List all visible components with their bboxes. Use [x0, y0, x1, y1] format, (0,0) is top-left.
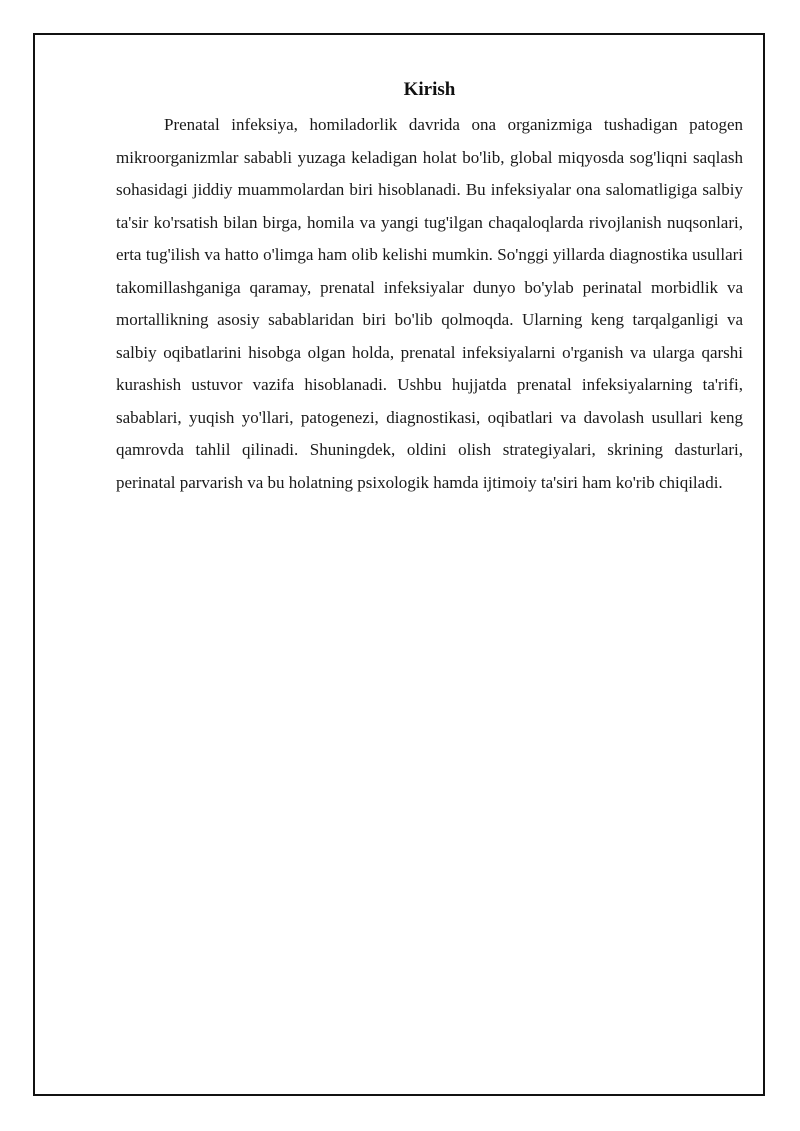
page-border: [33, 33, 765, 1096]
page-content: [116, 79, 743, 499]
intro-paragraph: Prenatal infeksiya, homiladorlik davrida ona organizmiga tushadigan patogen mikroorganizmlar sababli yuzaga keladigan holat bo'lib, global miqyosda sog'liqni saqlash sohasidagi jiddiy muammolardan biri hisoblanadi. Bu infeksiyalar ona salomatligiga salbiy ta'sir ko'rsatish bilan birga, homila va yangi tug'ilgan chaqaloqlarda rivojlanish nuqsonlari, erta tug'ilish va hatto o'limga ham olib kelishi mumkin. So'nggi yillarda diagnostika usullari takomillashganiga qaramay, prenatal infeksiyalar dunyo bo'ylab perinatal morbidlik va mortallikning asosiy sabablaridan biri bo'lib qolmoqda. Ularning keng tarqalganligi va salbiy oqibatlarini hisobga olgan holda, prenatal infeksiyalarni o'rganish va ularga qarshi kurashish ustuvor vazifa hisoblanadi. Ushbu hujjatda prenatal infeksiyalarning ta'rifi, sabablari, yuqish yo'llari, patogenezi, diagnostikasi, oqibatlari va davolash usullari keng qamrovda tahlil qilinadi. Shuningdek, oldini olish strategiyalari, skrining dasturlari, perinatal parvarish va bu holatning psixologik hamda ijtimoiy ta'siri ham ko'rib chiqiladi.: [116, 115, 743, 492]
section-title: Kirish: [403, 79, 456, 100]
